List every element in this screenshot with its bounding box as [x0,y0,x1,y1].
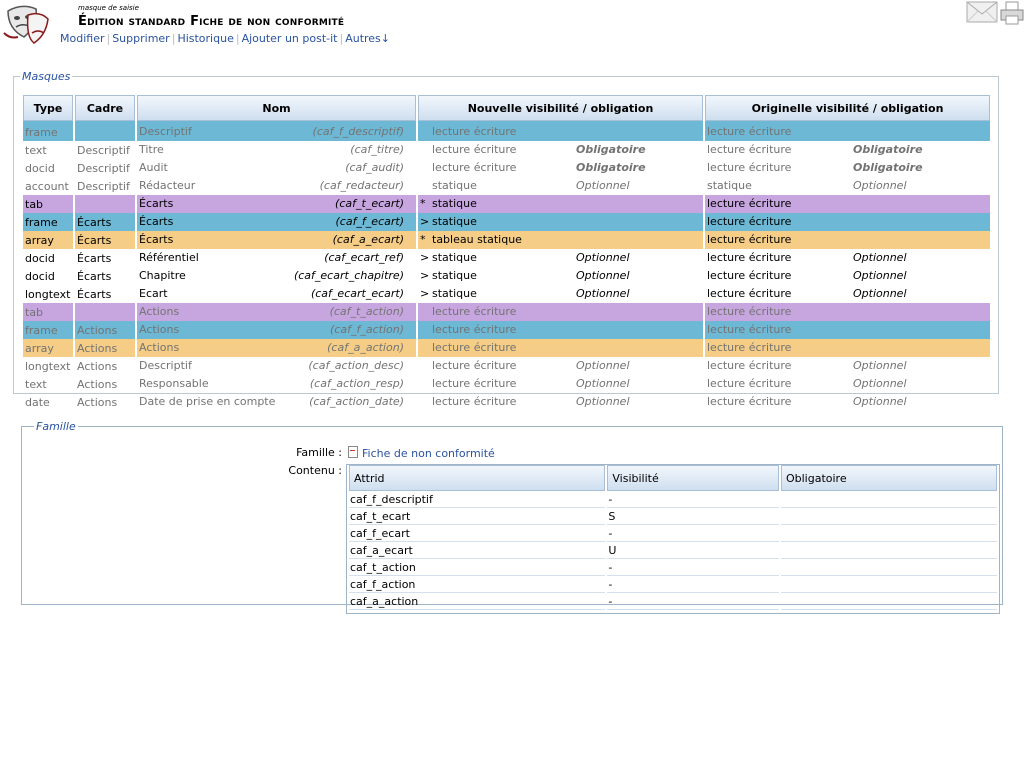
nom-label: Responsable [139,377,209,390]
cell-nom [137,339,416,357]
col-obligatoire-header: Obligatoire [781,465,997,491]
attr-id: (caf_f_descriptif) [312,125,404,138]
masques-table [21,95,992,411]
originelle-visibilite: lecture écriture [707,359,792,372]
cell-obligatoire [781,593,997,610]
cell-nouvelle-visibilite [418,357,703,375]
change-marker: > [420,269,430,282]
nouvelle-obligation: Optionnel [576,287,630,300]
col-cadre-header: Cadre [75,95,135,121]
cell-originelle-visibilite [705,375,990,393]
nom-label: Référentiel [139,251,199,264]
cell-type: date [25,395,50,409]
cell-cadre: Descriptif [77,161,130,175]
nouvelle-visibilite: statique [432,197,477,210]
cell-originelle-visibilite [705,393,990,411]
cell-type: text [25,143,47,157]
nom-label: Actions [139,305,180,318]
nouvelle-visibilite: statique [432,287,477,300]
contenu-row [349,525,997,542]
masque-row [23,141,990,159]
originelle-obligation: Obligatoire [853,143,923,156]
masque-row [23,357,990,375]
cell-nouvelle-visibilite [418,195,703,213]
change-marker: * [420,197,426,210]
cell-nom [137,141,416,159]
cell-originelle-visibilite [705,195,990,213]
nouvelle-visibilite: lecture écriture [432,161,517,174]
col-attrid-header: Attrid [349,465,605,491]
attr-id: (caf_action_date) [309,395,404,408]
masque-row [23,159,990,177]
cell-nouvelle-visibilite [418,285,703,303]
nouvelle-visibilite: lecture écriture [432,395,517,408]
cell-type: frame [23,321,73,339]
nouvelle-visibilite: lecture écriture [432,377,517,390]
masque-row [23,267,990,285]
cell-nom [137,159,416,177]
cell-cadre: Descriptif [77,143,130,157]
cell-nouvelle-visibilite [418,213,703,231]
cell-type: docid [25,269,55,283]
cell-obligatoire [781,542,997,559]
cell-originelle-visibilite [705,339,990,357]
cell-originelle-visibilite [705,285,990,303]
nom-label: Actions [139,341,180,354]
originelle-visibilite: lecture écriture [707,395,792,408]
cell-nouvelle-visibilite [418,231,703,249]
cell-nouvelle-visibilite [418,121,703,141]
originelle-visibilite: lecture écriture [707,377,792,390]
masque-row [23,303,990,321]
masque-row [23,321,990,339]
nouvelle-visibilite: statique [432,251,477,264]
cell-cadre: Actions [75,321,135,339]
cell-cadre: Écarts [77,251,112,265]
action-menu: Modifier | Supprimer | Historique | Ajouter un post-it | Autres↓ [60,32,391,45]
nouvelle-obligation: Optionnel [576,179,630,192]
cell-attrid: caf_f_ecart [349,525,605,542]
nouvelle-obligation: Optionnel [576,377,630,390]
originelle-obligation: Optionnel [853,359,907,372]
masque-row [23,213,990,231]
famille-value: Fiche de non conformité [362,447,495,460]
originelle-obligation: Optionnel [853,287,907,300]
cell-type: text [25,377,47,391]
cell-obligatoire [781,508,997,525]
cell-nom [137,267,416,285]
attr-id: (caf_f_action) [330,323,404,336]
attr-id: (caf_t_ecart) [335,197,404,210]
contenu-label: Contenu : [288,464,342,477]
famille-legend: Famille [36,420,76,433]
cell-nom [137,249,416,267]
cell-type: tab [23,303,73,321]
cell-originelle-visibilite [705,159,990,177]
famille-link[interactable] [348,446,495,460]
famille-fieldset [21,420,1003,608]
cell-nouvelle-visibilite [418,339,703,357]
cell-nom [137,231,416,249]
nouvelle-obligation: Obligatoire [576,161,646,174]
attr-id: (caf_action_desc) [308,359,404,372]
nouvelle-obligation: Optionnel [576,359,630,372]
originelle-obligation: Optionnel [853,269,907,282]
cell-visibilite: - [607,525,779,542]
nouvelle-visibilite: lecture écriture [432,359,517,372]
contenu-row [349,593,997,610]
cell-nouvelle-visibilite [418,393,703,411]
supprimer-link[interactable]: Supprimer [112,32,170,45]
originelle-obligation: Optionnel [853,251,907,264]
contenu-row [349,508,997,525]
change-marker: > [420,287,430,300]
attr-id: (caf_ecart_ecart) [310,287,404,300]
attr-id: (caf_f_ecart) [335,215,404,228]
originelle-visibilite: lecture écriture [707,269,792,282]
cell-visibilite: - [607,491,779,508]
cell-obligatoire [781,525,997,542]
attr-id: (caf_redacteur) [319,179,404,192]
cell-nouvelle-visibilite [418,303,703,321]
originelle-visibilite: lecture écriture [707,197,792,210]
cell-type: frame [23,121,73,141]
cell-originelle-visibilite [705,177,990,195]
cell-nom [137,121,416,141]
nom-label: Écarts [139,197,174,210]
nouvelle-visibilite: statique [432,215,477,228]
masque-row [23,285,990,303]
cell-attrid: caf_f_action [349,576,605,593]
historique-link[interactable]: Historique [177,32,234,45]
page-title: Édition standard Fiche de non conformité [78,14,345,29]
masques-legend: Masques [22,70,71,83]
mail-icon[interactable] [966,1,998,23]
col-nouvelle-visibilite-header: Nouvelle visibilité / obligation [418,95,703,121]
document-icon [348,446,358,458]
originelle-visibilite: lecture écriture [707,287,792,300]
cell-nom [137,285,416,303]
contenu-row [349,559,997,576]
ajouter-postit-link[interactable]: Ajouter un post-it [241,32,338,45]
originelle-obligation: Optionnel [853,377,907,390]
masque-row [23,249,990,267]
cell-cadre: Écarts [75,213,135,231]
cell-attrid: caf_t_action [349,559,605,576]
originelle-obligation: Optionnel [853,179,907,192]
cell-cadre: Écarts [77,287,112,301]
cell-type: array [23,339,73,357]
nom-label: Actions [139,323,180,336]
cell-type: frame [23,213,73,231]
nom-label: Audit [139,161,168,174]
cell-nouvelle-visibilite [418,267,703,285]
nouvelle-visibilite: tableau statique [432,233,522,246]
masque-row [23,195,990,213]
modifier-link[interactable]: Modifier [60,32,105,45]
cell-type: docid [25,161,55,175]
cell-visibilite: U [607,542,779,559]
cell-nom [137,393,416,411]
originelle-visibilite: statique [707,179,752,192]
cell-attrid: caf_t_ecart [349,508,605,525]
col-nom-header: Nom [137,95,416,121]
cell-nom [137,213,416,231]
originelle-visibilite: lecture écriture [707,323,792,336]
cell-originelle-visibilite [705,321,990,339]
cell-obligatoire [781,576,997,593]
col-type-header: Type [23,95,73,121]
nouvelle-visibilite: statique [432,269,477,282]
attr-id: (caf_ecart_ref) [324,251,404,264]
cell-type: longtext [25,287,71,301]
attr-id: (caf_titre) [350,143,404,156]
cell-type: account [25,179,69,193]
contenu-table [347,465,999,610]
cell-nouvelle-visibilite [418,249,703,267]
nom-label: Date de prise en compte [139,395,276,408]
change-marker: > [420,215,430,228]
nom-label: Rédacteur [139,179,196,192]
print-icon[interactable] [1000,1,1024,25]
cell-nom [137,303,416,321]
cell-type: tab [23,195,73,213]
nouvelle-visibilite: lecture écriture [432,125,517,138]
nom-label: Descriptif [139,125,192,138]
cell-obligatoire [781,559,997,576]
cell-type: longtext [25,359,71,373]
originelle-visibilite: lecture écriture [707,341,792,354]
originelle-visibilite: lecture écriture [707,143,792,156]
cell-obligatoire [781,491,997,508]
nouvelle-obligation: Obligatoire [576,143,646,156]
cell-type: array [23,231,73,249]
cell-originelle-visibilite [705,267,990,285]
cell-nom [137,357,416,375]
nouvelle-visibilite: lecture écriture [432,143,517,156]
attr-id: (caf_ecart_chapitre) [293,269,404,282]
cell-attrid: caf_f_descriptif [349,491,605,508]
cell-attrid: caf_a_action [349,593,605,610]
theater-masks-logo [2,3,50,45]
nouvelle-obligation: Optionnel [576,251,630,264]
cell-nouvelle-visibilite [418,177,703,195]
masque-row [23,121,990,141]
cell-nom [137,375,416,393]
cell-cadre: Actions [77,377,118,391]
famille-label: Famille : [296,446,342,459]
masque-row [23,177,990,195]
cell-originelle-visibilite [705,249,990,267]
cell-cadre: Descriptif [77,179,130,193]
masque-row [23,231,990,249]
originelle-visibilite: lecture écriture [707,125,792,138]
cell-originelle-visibilite [705,121,990,141]
nom-label: Écarts [139,233,174,246]
masque-row [23,375,990,393]
change-marker: * [420,233,426,246]
cell-visibilite: - [607,576,779,593]
cell-attrid: caf_a_ecart [349,542,605,559]
cell-type: docid [25,251,55,265]
cell-originelle-visibilite [705,357,990,375]
col-visibilite-header: Visibilité [607,465,779,491]
nouvelle-visibilite: lecture écriture [432,341,517,354]
contenu-row [349,576,997,593]
cell-nouvelle-visibilite [418,375,703,393]
cell-nom [137,177,416,195]
nom-label: Descriptif [139,359,192,372]
nom-label: Ecart [139,287,168,300]
cell-originelle-visibilite [705,303,990,321]
cell-visibilite: - [607,593,779,610]
originelle-visibilite: lecture écriture [707,215,792,228]
originelle-visibilite: lecture écriture [707,251,792,264]
attr-id: (caf_action_resp) [309,377,404,390]
cell-cadre: Écarts [77,269,112,283]
cell-cadre: Écarts [75,231,135,249]
nouvelle-obligation: Optionnel [576,395,630,408]
nouvelle-visibilite: statique [432,179,477,192]
attr-id: (caf_t_action) [329,305,404,318]
nouvelle-visibilite: lecture écriture [432,323,517,336]
col-originelle-visibilite-header: Originelle visibilité / obligation [705,95,990,121]
autres-menu-link[interactable]: Autres↓ [345,32,391,45]
cell-cadre [75,121,135,141]
originelle-visibilite: lecture écriture [707,233,792,246]
contenu-table-wrapper [346,464,1000,614]
attr-id: (caf_a_ecart) [332,233,404,246]
masque-row [23,339,990,357]
nom-label: Chapitre [139,269,186,282]
originelle-obligation: Obligatoire [853,161,923,174]
attr-id: (caf_a_action) [327,341,404,354]
contenu-row [349,491,997,508]
masque-row [23,393,990,411]
cell-nom [137,321,416,339]
cell-visibilite: S [607,508,779,525]
cell-cadre [75,195,135,213]
cell-cadre: Actions [75,339,135,357]
page-subtitle: masque de saisie [78,4,139,12]
attr-id: (caf_audit) [345,161,404,174]
originelle-obligation: Optionnel [853,395,907,408]
cell-nouvelle-visibilite [418,159,703,177]
originelle-visibilite: lecture écriture [707,305,792,318]
nom-label: Écarts [139,215,174,228]
cell-visibilite: - [607,559,779,576]
cell-originelle-visibilite [705,231,990,249]
cell-nom [137,195,416,213]
cell-cadre [75,303,135,321]
nom-label: Titre [139,143,164,156]
change-marker: > [420,251,430,264]
masques-fieldset [13,70,999,409]
cell-nouvelle-visibilite [418,141,703,159]
cell-originelle-visibilite [705,141,990,159]
nouvelle-obligation: Optionnel [576,269,630,282]
originelle-visibilite: lecture écriture [707,161,792,174]
cell-cadre: Actions [77,359,118,373]
nouvelle-visibilite: lecture écriture [432,305,517,318]
cell-cadre: Actions [77,395,118,409]
contenu-row [349,542,997,559]
cell-nouvelle-visibilite [418,321,703,339]
cell-originelle-visibilite [705,213,990,231]
